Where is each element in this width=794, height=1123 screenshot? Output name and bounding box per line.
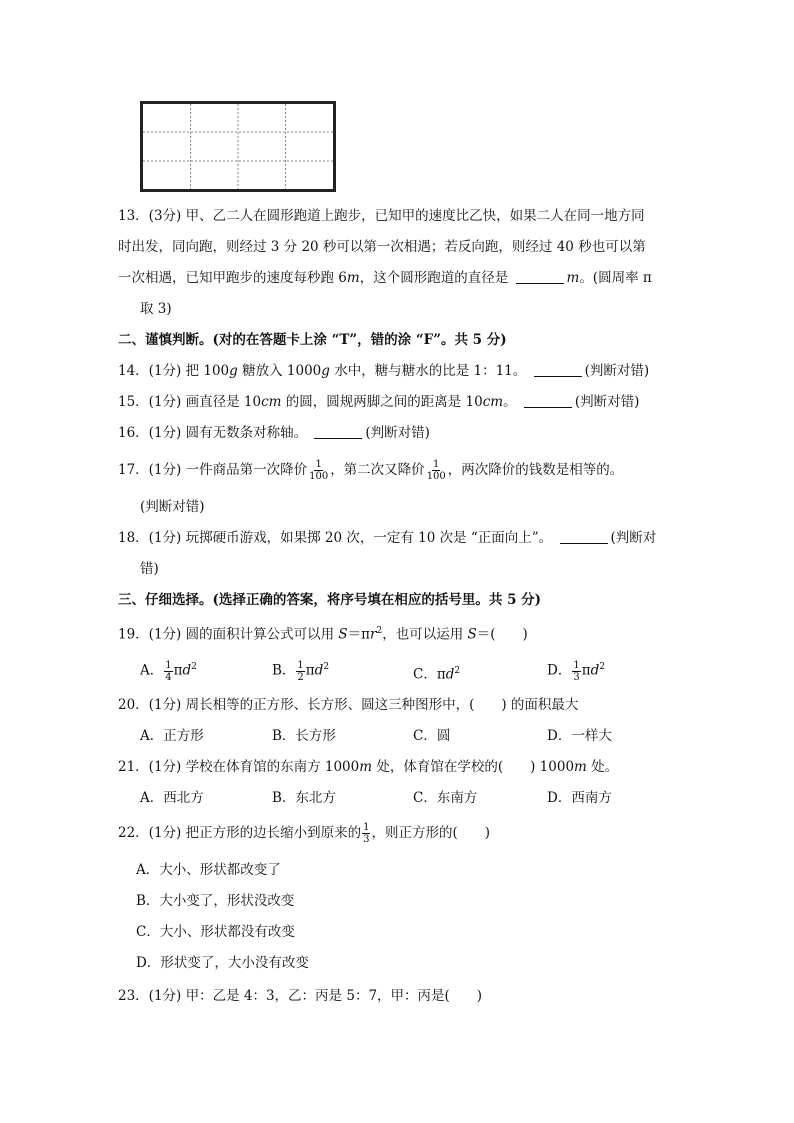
fraction <box>362 822 370 845</box>
unit: g <box>321 363 330 379</box>
denominator: 100 <box>309 471 329 482</box>
q13-line2: 时出发，同向跑，则经过 3 分 20 秒可以第一次相遇；若反向跑，则经过 40 秒也可以第 <box>118 239 646 255</box>
q17 <box>118 459 623 482</box>
superscript: 2 <box>599 662 605 672</box>
q17-text: ，第二次又降价 <box>330 462 425 478</box>
q20-option-d[interactable]: D．一样大 <box>547 728 612 744</box>
denominator: 3 <box>363 834 370 845</box>
q23-stem: 23．(1分) 甲：乙是 4：3，乙：丙是 5：7，甲：丙是( ) <box>118 988 483 1004</box>
q22-stem <box>118 822 490 845</box>
fraction <box>296 660 304 683</box>
q21-stem <box>118 757 618 777</box>
numerator: 1 <box>433 459 440 470</box>
denominator: 3 <box>573 671 580 683</box>
q22-option-a[interactable]: A．大小、形状都改变了 <box>136 862 281 878</box>
q17-judge-hint: (判断对错) <box>140 499 205 515</box>
q21-option-d[interactable]: D．西南方 <box>547 790 612 806</box>
q17-text: ，两次降价的钱数是相等的。 <box>447 462 624 478</box>
q13-text: 。(圆周率 π <box>579 270 652 286</box>
numerator: 1 <box>573 659 580 671</box>
q22-text: 22．(1分) 把正方形的边长缩小到原来的 <box>118 825 362 841</box>
numerator: 1 <box>297 659 304 671</box>
q21-option-c[interactable]: C．东南方 <box>413 790 478 806</box>
q14-text: 14．(1分) 把 100 <box>118 363 230 379</box>
answer-blank[interactable] <box>560 529 608 544</box>
judge-hint: (判断对错) <box>365 425 430 441</box>
var-d: d <box>590 662 600 679</box>
unit: m <box>346 270 360 286</box>
q13-text: 一次相遇，已知甲跑步的速度每秒跑 6 <box>118 270 347 286</box>
q19-text: 19．(1分) 圆的面积计算公式可以用 <box>118 626 339 643</box>
q17-text: 17．(1分) 一件商品第一次降价 <box>118 462 308 478</box>
q19-text: ，也可以运用 <box>382 626 468 643</box>
unit: cm <box>482 394 504 410</box>
q14-text: 糖放入 1000 <box>237 363 322 379</box>
denominator: 100 <box>426 471 446 482</box>
var-s: S <box>338 626 348 643</box>
q15 <box>118 392 639 412</box>
q20-option-a[interactable]: A．正方形 <box>140 728 204 744</box>
q18-text: 18．(1分) 玩掷硬币游戏，如果掷 20 次，一定有 10 次是 “正面向上”。 <box>118 530 553 546</box>
q19-option-a[interactable] <box>140 657 197 683</box>
q16 <box>118 423 430 443</box>
fraction <box>164 660 172 683</box>
answer-blank[interactable] <box>524 393 572 408</box>
fraction <box>572 660 580 683</box>
q16-text: 16．(1分) 圆有无数条对称轴。 <box>118 425 308 441</box>
var-d: d <box>314 662 324 679</box>
q20-option-b[interactable]: B．长方形 <box>272 728 336 744</box>
q15-text: 。 <box>503 394 517 410</box>
numerator: 1 <box>363 822 370 833</box>
denominator: 2 <box>297 671 304 683</box>
judge-hint: (判断对错) <box>574 394 640 410</box>
answer-blank[interactable] <box>534 362 582 377</box>
superscript: 2 <box>454 666 461 676</box>
q18 <box>118 528 656 548</box>
unit: m <box>574 759 587 775</box>
fraction <box>308 459 329 482</box>
var-d: d <box>445 666 455 683</box>
q13-line4: 取 3) <box>140 301 172 317</box>
judge-hint: (判断对错) <box>584 363 650 379</box>
numerator: 1 <box>165 659 172 671</box>
q13-line1: 13．(3分) 甲、乙二人在圆形跑道上跑步，已知甲的速度比乙快，如果二人在同一地方同 <box>118 208 645 224</box>
pi: π <box>436 666 446 683</box>
dashed-grid <box>143 104 333 189</box>
var-r: r <box>370 626 377 643</box>
numerator: 1 <box>315 459 322 470</box>
pi: π <box>581 662 591 679</box>
q21-text: 21．(1分) 学校在体育馆的东南方 1000 <box>118 759 360 775</box>
q15-text: 15．(1分) 画直径是 10 <box>118 394 262 410</box>
q18-judge-hint-cont: 错) <box>140 561 159 577</box>
q22-option-d[interactable]: D．形状变了，大小没有改变 <box>136 955 309 971</box>
denominator: 4 <box>165 671 172 683</box>
var-d: d <box>182 662 192 679</box>
option-label: D． <box>547 662 572 679</box>
q19 <box>118 621 528 645</box>
pi: π <box>305 662 315 679</box>
q19-text: ＝π <box>347 626 371 643</box>
var-s: S <box>467 626 477 643</box>
answer-blank[interactable] <box>516 269 564 284</box>
q14-text: 水中，糖与糖水的比是 1：11。 <box>329 363 527 379</box>
pi: π <box>173 662 183 679</box>
option-label: C． <box>413 666 437 683</box>
option-label: A． <box>140 662 164 679</box>
unit: g <box>229 363 238 379</box>
q21-option-a[interactable]: A．西北方 <box>140 790 204 806</box>
unit: m <box>359 759 373 775</box>
q19-text: ＝( ) <box>476 626 528 643</box>
superscript: 2 <box>323 662 330 672</box>
unit: m <box>566 270 580 286</box>
unit: cm <box>261 394 282 410</box>
q22-option-c[interactable]: C．大小、形状都没有改变 <box>136 924 295 940</box>
superscript: 2 <box>376 626 383 636</box>
superscript: 2 <box>191 662 197 672</box>
answer-blank[interactable] <box>314 424 362 439</box>
q19-option-c[interactable] <box>413 661 460 685</box>
q19-option-b[interactable] <box>272 657 329 683</box>
fraction <box>426 459 447 482</box>
q19-option-d[interactable] <box>547 657 605 683</box>
q21-option-b[interactable]: B．东北方 <box>272 790 336 806</box>
q21-text: 处，体育馆在学校的( ) 1000 <box>372 759 575 775</box>
q22-option-b[interactable]: B．大小变了，形状没改变 <box>136 893 295 909</box>
grid-figure <box>140 101 336 192</box>
q14 <box>118 361 649 381</box>
q13-line3 <box>118 268 652 288</box>
section-2-heading: 二、谨慎判断。(对的在答题卡上涂 “T”，错的涂 “F”。共 5 分) <box>118 332 507 348</box>
q15-text: 的圆，圆规两脚之间的距离是 10 <box>281 394 483 410</box>
judge-hint: (判断对 <box>610 530 657 546</box>
option-label: B． <box>272 662 296 679</box>
q20-stem: 20．(1分) 周长相等的正方形、长方形、圆这三种图形中，( ) 的面积最大 <box>118 697 579 713</box>
q22-text: ，则正方形的( ) <box>371 825 491 841</box>
q20-option-c[interactable]: C．圆 <box>413 728 451 744</box>
q13-text: ，这个圆形跑道的直径是 <box>359 270 509 286</box>
section-3-heading: 三、仔细选择。(选择正确的答案，将序号填在相应的括号里。共 5 分) <box>118 592 542 608</box>
q21-text: 处。 <box>586 759 619 775</box>
